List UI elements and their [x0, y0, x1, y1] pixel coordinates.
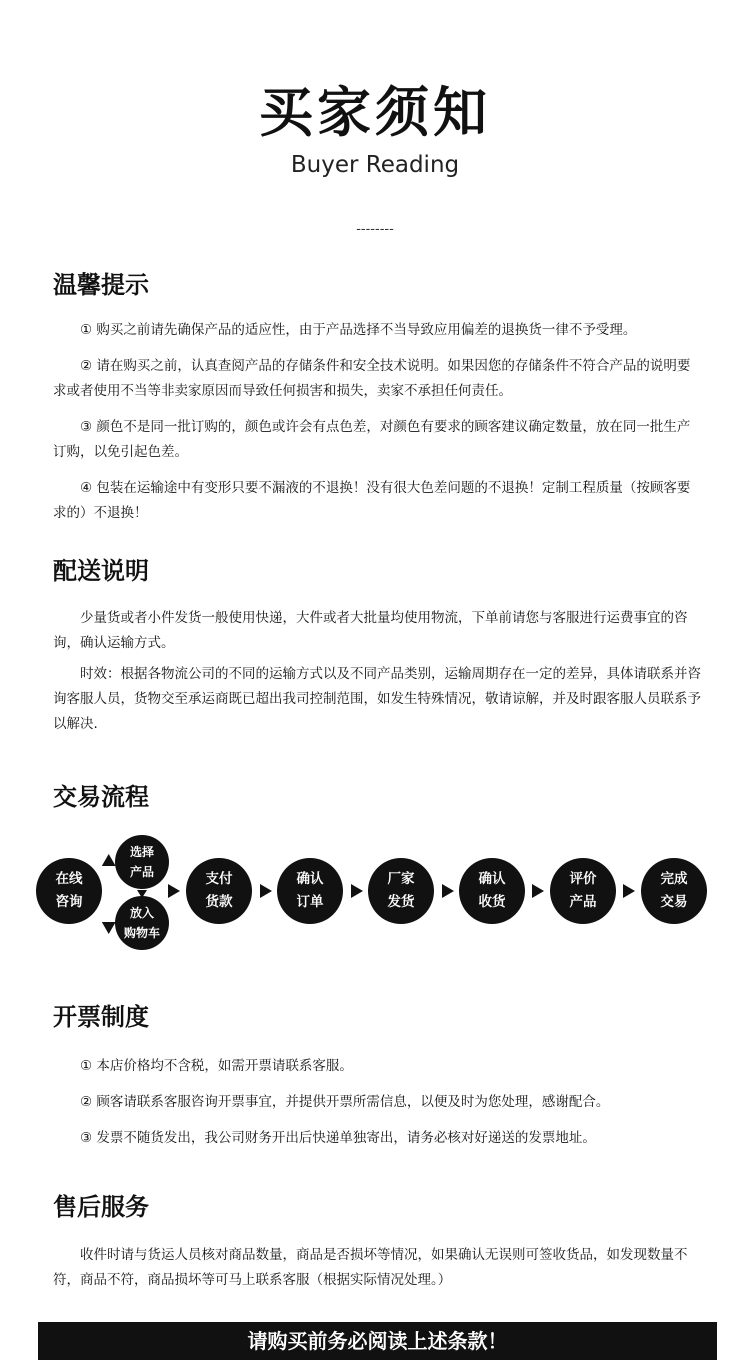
section-title-aftersale: 售后服务: [53, 1193, 149, 1221]
notice-banner: 请购买前务必阅读上述条款！: [38, 1322, 717, 1360]
invoice-list: [53, 1054, 703, 1162]
arrow-right-icon: [623, 884, 635, 898]
flow-step-confirm-order: 确认 订单: [277, 858, 343, 924]
arrow-right-icon: [260, 884, 272, 898]
section-title-invoice: 开票制度: [53, 1003, 149, 1031]
arrow-right-icon: [351, 884, 363, 898]
invoice-item: ③ 发票不随货发出，我公司财务开出后快递单独寄出，请务必核对好递送的发票地址。: [80, 1130, 596, 1146]
section-title-delivery: 配送说明: [53, 557, 149, 585]
tips-item: ② 请在购买之前，认真查阅产品的存储条件和安全技术说明。如果因您的存储条件不符合产品的说明要求或者使用不当等非卖家原因而导致任何损害和损失，卖家不承担任何责任。: [53, 358, 691, 399]
trade-flow-diagram: [0, 830, 750, 950]
arrow-left-icon: [98, 854, 115, 872]
arrow-right-icon: [442, 884, 454, 898]
delivery-paragraph: 时效：根据各物流公司的不同的运输方式以及不同产品类别，运输周期存在一定的差异，具体请联系并咨询客服人员，货物交至承运商既已超出我司控制范围，如发生特殊情况，敬请谅解，并及时跟客服人员联系予以解决.: [53, 666, 701, 732]
aftersale-text: [53, 1243, 703, 1299]
tips-list: [53, 318, 703, 537]
arrow-right-icon: [168, 884, 180, 898]
invoice-item: ② 顾客请联系客服咨询开票事宜，并提供开票所需信息，以便及时为您处理，感谢配合。: [80, 1094, 610, 1110]
flow-step-review: 评价 产品: [550, 858, 616, 924]
flow-step-receive: 确认 收货: [459, 858, 525, 924]
flow-step-complete: 完成 交易: [641, 858, 707, 924]
flow-step-select: 选择 产品: [115, 835, 169, 889]
aftersale-paragraph: 收件时请与货运人员核对商品数量，商品是否损坏等情况，如果确认无误则可签收货品，如发现数量不符，商品不符，商品损坏等可马上联系客服（根据实际情况处理。）: [53, 1247, 688, 1288]
tips-item: ③ 颜色不是同一批订购的，颜色或许会有点色差，对颜色有要求的顾客建议确定数量，放在同一批生产订购，以免引起色差。: [53, 419, 691, 460]
arrow-left-icon: [98, 916, 115, 934]
page-subtitle: Buyer Reading: [290, 152, 460, 178]
flow-step-cart: 放入 购物车: [115, 896, 169, 950]
title-divider: --------: [356, 222, 394, 237]
flow-step-consult: 在线 咨询: [36, 858, 102, 924]
tips-item: ① 购买之前请先确保产品的适应性，由于产品选择不当导致应用偏差的退换货一律不予受理。: [80, 322, 637, 338]
page-title: 买家须知: [259, 81, 491, 144]
delivery-paragraph: 少量货或者小件发货一般使用快递，大件或者大批量均使用物流，下单前请您与客服进行运费事宜的咨询，确认运输方式。: [53, 610, 688, 651]
section-title-flow: 交易流程: [53, 783, 149, 811]
flow-step-ship: 厂家 发货: [368, 858, 434, 924]
arrow-right-icon: [532, 884, 544, 898]
invoice-item: ① 本店价格均不含税，如需开票请联系客服。: [80, 1058, 353, 1074]
flow-step-pay: 支付 货款: [186, 858, 252, 924]
delivery-text: [53, 606, 703, 743]
section-title-tips: 温馨提示: [53, 271, 149, 299]
tips-item: ④ 包装在运输途中有变形只要不漏液的不退换！没有很大色差问题的不退换！定制工程质量（按顾客要求的）不退换！: [53, 480, 691, 521]
